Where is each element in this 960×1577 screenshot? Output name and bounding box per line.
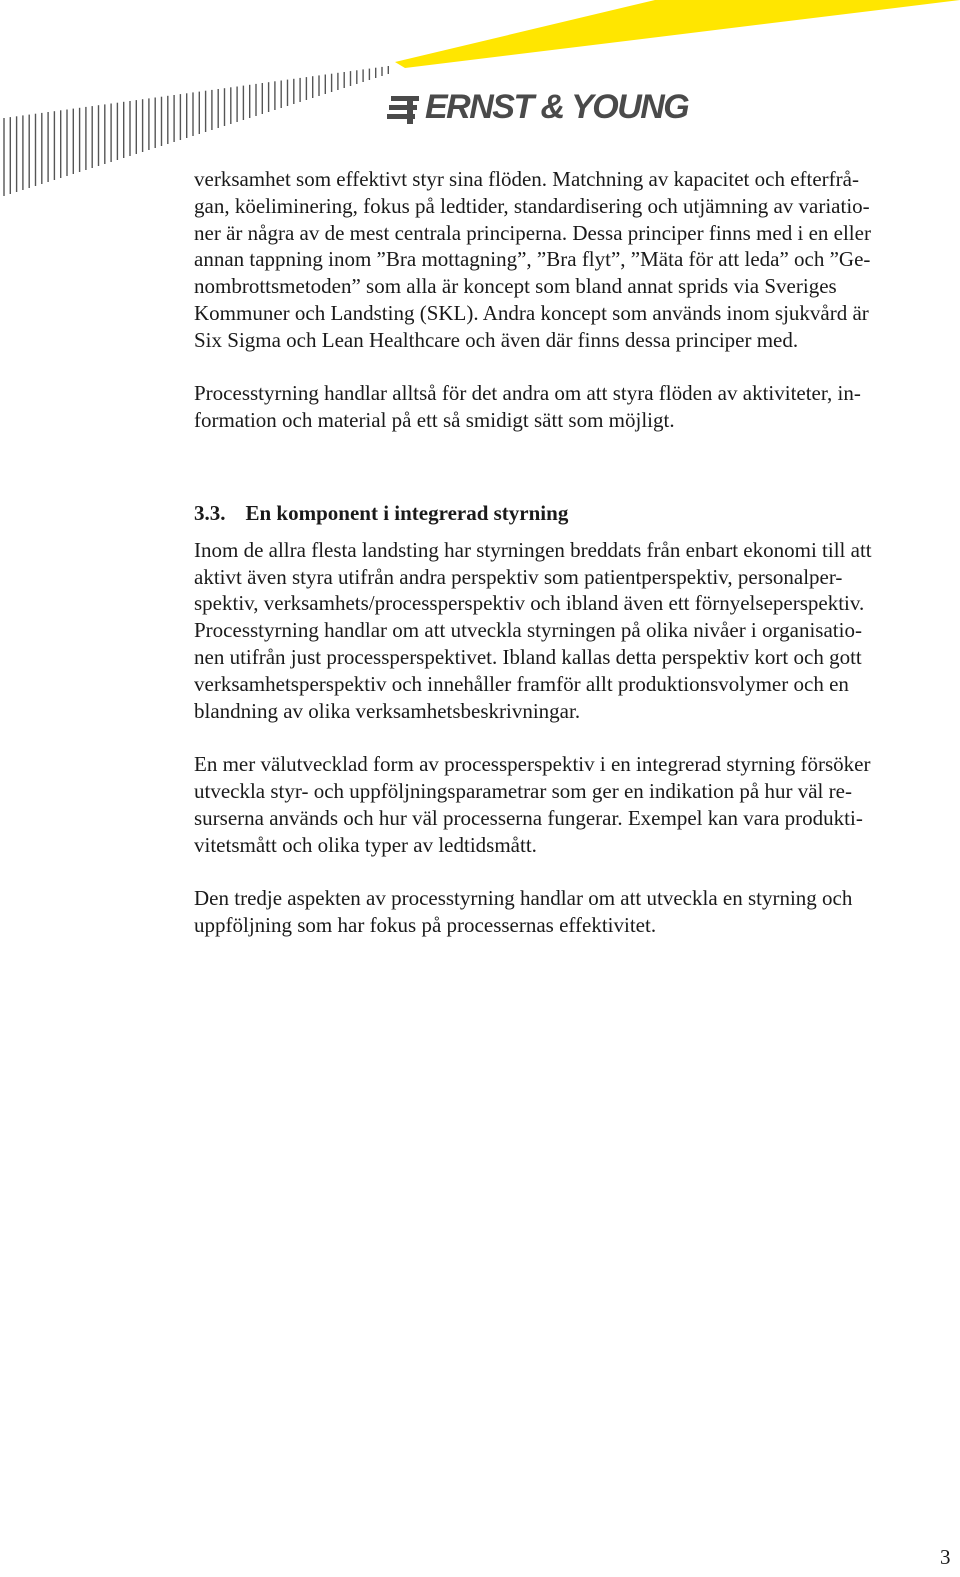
text-line: aktivt även styra utifrån andra perspektiv som patientperspektiv, personalper- [194, 564, 843, 589]
text-line: vitetsmått och olika typer av ledtidsmått. [194, 832, 537, 857]
page-number: 3 [940, 1545, 951, 1569]
text-line: blandning av olika verksamhetsbeskrivningar. [194, 698, 581, 723]
text-line: annan tappning inom ”Bra mottagning”, ”Bra flyt”, ”Mäta för att leda” och ”Ge- [194, 247, 871, 272]
ernst-young-logo: ERNST & YOUNG [425, 88, 689, 126]
text-line: ner är några av de mest centrala principerna. Dessa principer finns med i en eller [194, 220, 871, 245]
text-line: Processtyrning handlar alltså för det andra om att styra flöden av aktiviteter, in- [194, 381, 861, 406]
text-line: uppföljning som har fokus på processernas effektivitet. [194, 912, 657, 937]
text-line: gan, köeliminering, fokus på ledtider, standardisering och utjämning av variatio- [194, 193, 870, 218]
text-line: En mer välutvecklad form av processperspektiv i en integrerad styrning försöker [194, 752, 871, 777]
paragraph-process-control [194, 380, 952, 434]
section-number: 3.3. [194, 500, 226, 525]
text-line: Six Sigma och Lean Healthcare och även där finns dessa principer med. [194, 327, 799, 352]
text-line: Kommuner och Landsting (SKL). Andra koncept som används inom sjukvård är [194, 300, 869, 325]
text-line: nen utifrån just processperspektivet. Ibland kallas detta perspektiv kort och gott [194, 644, 862, 669]
text-line: Den tredje aspekten av processtyrning handlar om att utveckla en styrning och [194, 886, 853, 911]
text-line: verksamhet som effektivt styr sina flöden. Matchning av kapacitet och efterfrå- [194, 167, 859, 191]
paragraph-integrated-control [194, 537, 952, 725]
text-line: utveckla styr- och uppföljningsparametrar som ger en indikation på hur väl re- [194, 778, 852, 803]
paragraph-third-aspect [194, 885, 952, 939]
paragraph-perspective-form [194, 751, 952, 858]
yellow-beam [395, 0, 960, 68]
text-line: spektiv, verksamhets/processperspektiv och ibland även ett förnyelseperspektiv. [194, 591, 865, 616]
section-title: En komponent i integrerad styrning [245, 500, 569, 525]
main-text [194, 166, 952, 939]
text-line: Inom de allra flesta landsting har styrningen breddats från enbart ekonomi till att [194, 537, 872, 562]
text-line: Processtyrning handlar om att utveckla styrningen på olika nivåer i organisatio- [194, 618, 862, 643]
paragraph-flow-principles [194, 166, 952, 354]
ey-logo-mark-icon [387, 96, 423, 126]
section-heading [194, 500, 952, 527]
text-line: verksamhetsperspektiv och innehåller framför allt produktionsvolymer och en [194, 671, 849, 696]
text-line: nombrottsmetoden” som alla är koncept som bland annat sprids via Sveriges [194, 274, 837, 299]
text-line: formation och material på ett så smidigt sätt som möjligt. [194, 408, 675, 433]
text-line: surserna används och hur väl processerna fungerar. Exempel kan vara produkti- [194, 805, 863, 830]
